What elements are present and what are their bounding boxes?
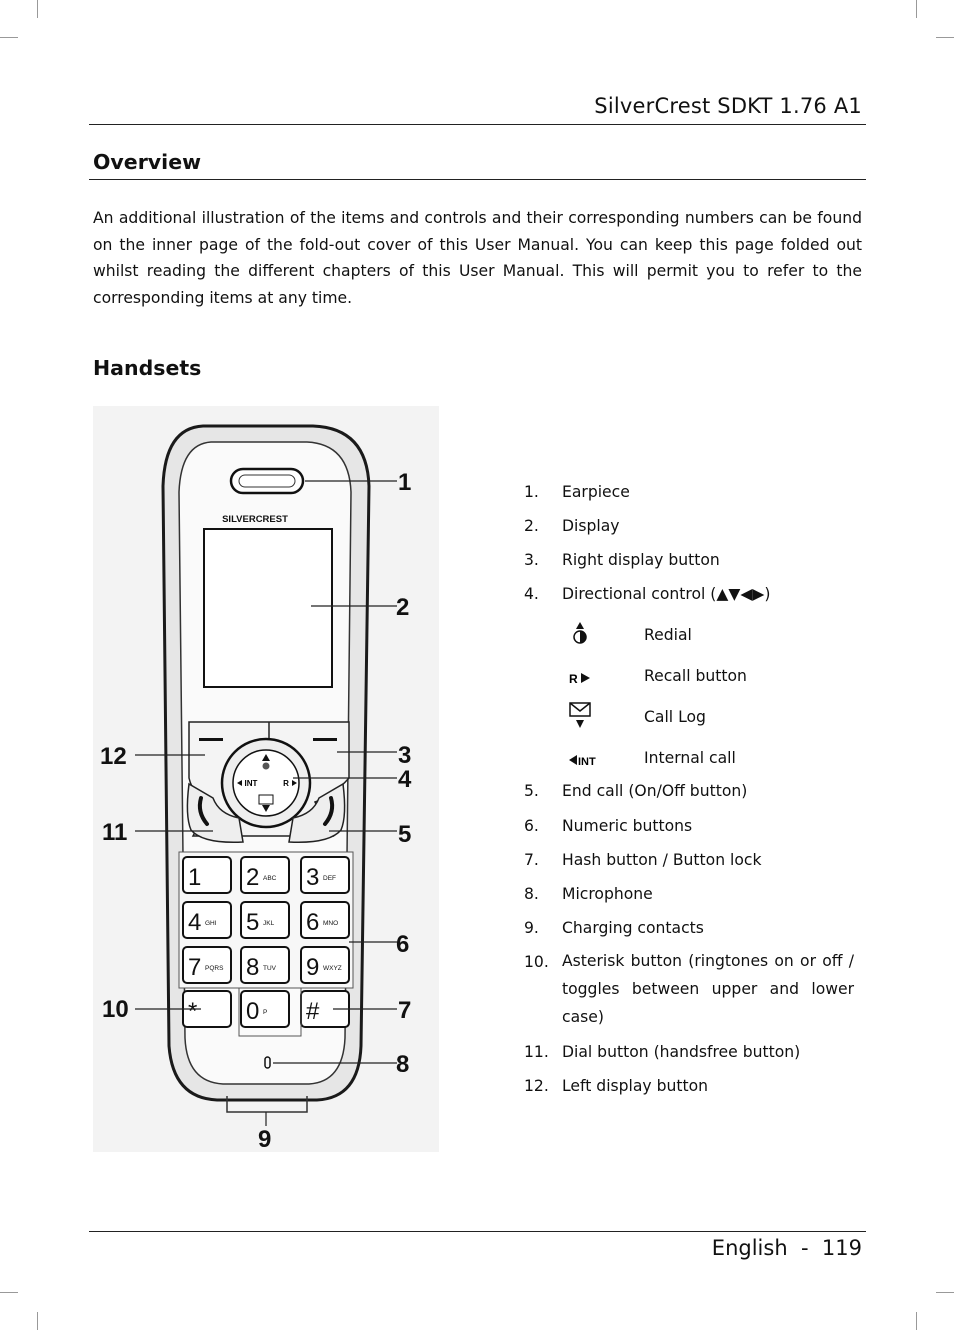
item-number: 2. — [524, 517, 539, 535]
key-letters: ABC — [263, 875, 277, 882]
key-digit: 3 — [306, 864, 320, 891]
item-text: Left display button — [562, 1077, 709, 1095]
recall-icon — [568, 661, 608, 691]
handsets-heading: Handsets — [93, 356, 202, 380]
internal-call-icon — [568, 743, 608, 773]
keypad-key — [183, 947, 231, 983]
callout-10: 10 — [102, 996, 129, 1023]
left-soft-key-mark — [199, 738, 223, 741]
crop-mark — [0, 1292, 18, 1293]
item-text: Directional control (▲▼◀▶) — [562, 585, 771, 603]
nav-int-label: INT — [244, 779, 258, 788]
sub-item-call-log — [568, 702, 854, 732]
item-number: 9. — [524, 919, 539, 937]
key-digit: * — [188, 998, 198, 1025]
redial-icon — [568, 620, 608, 650]
item-text: Numeric buttons — [562, 817, 693, 835]
crop-mark — [916, 1312, 917, 1330]
callout-1: 1 — [398, 469, 412, 496]
item-text: Hash button / Button lock — [562, 851, 762, 869]
call-log-icon — [568, 702, 608, 732]
item-number: 1. — [524, 483, 539, 501]
sub-item-label: Internal call — [644, 749, 736, 767]
item-text: Charging contacts — [562, 919, 704, 937]
callout-4: 4 — [398, 766, 412, 793]
sub-item-internal-call — [568, 743, 854, 773]
callout-11: 11 — [102, 819, 128, 846]
callout-12: 12 — [100, 743, 127, 770]
keypad-key — [241, 991, 289, 1027]
brand-logo: SILVERCREST — [222, 514, 288, 525]
earpiece — [231, 469, 303, 493]
item-text: Asterisk button (ringtones on or off / toggles between upper and lower case) — [562, 952, 854, 1026]
callout-8: 8 — [396, 1051, 410, 1078]
crop-mark — [37, 1312, 38, 1330]
crop-mark — [936, 37, 954, 38]
sub-item-label: Call Log — [644, 708, 706, 726]
callout-3: 3 — [398, 742, 412, 769]
item-number: 12. — [524, 1077, 549, 1095]
sub-item-label: Recall button — [644, 667, 747, 685]
handset-display — [204, 529, 332, 687]
item-number: 3. — [524, 551, 539, 569]
item-text: End call (On/Off button) — [562, 782, 748, 800]
key-digit: # — [306, 998, 320, 1025]
keypad-key — [241, 902, 289, 938]
key-letters: PQRS — [205, 965, 224, 972]
keypad-key — [301, 902, 349, 938]
key-digit: 5 — [246, 909, 260, 936]
key-letters: GHI — [205, 920, 217, 927]
overview-rule — [89, 179, 866, 180]
callout-6: 6 — [396, 931, 410, 958]
key-digit: 8 — [246, 954, 260, 981]
header-rule — [89, 124, 866, 125]
nav-recall-label: R — [283, 779, 289, 788]
key-digit: 4 — [188, 909, 202, 936]
keypad-key — [183, 857, 231, 893]
keypad-key — [301, 857, 349, 893]
keypad-key — [241, 857, 289, 893]
right-soft-key-mark — [313, 738, 337, 741]
keypad-key — [301, 947, 349, 983]
key-digit: 9 — [306, 954, 320, 981]
footer-rule — [89, 1231, 866, 1232]
handset-illustration — [93, 406, 439, 1152]
item-number: 10. — [524, 953, 549, 971]
item-number: 7. — [524, 851, 539, 869]
sub-item-label: Redial — [644, 626, 692, 644]
key-digit: 6 — [306, 909, 320, 936]
key-digit: 2 — [246, 864, 260, 891]
item-text: Microphone — [562, 885, 653, 903]
callout-2: 2 — [396, 594, 410, 621]
callout-9: 9 — [258, 1126, 272, 1152]
item-text: Display — [562, 517, 620, 535]
key-digit: 0 — [246, 998, 260, 1025]
crop-mark — [936, 1292, 954, 1293]
sub-item-recall — [568, 661, 854, 691]
crop-mark — [0, 37, 18, 38]
callout-7: 7 — [398, 997, 412, 1024]
keypad-key — [183, 902, 231, 938]
item-number: 4. — [524, 585, 539, 603]
item-text: Dial button (handsfree button) — [562, 1043, 801, 1061]
item-number: 6. — [524, 817, 539, 835]
item-number: 11. — [524, 1043, 549, 1061]
item-number: 5. — [524, 782, 539, 800]
page-header-title: SilverCrest SDKT 1.76 A1 — [594, 94, 862, 118]
key-digit: 7 — [188, 954, 202, 981]
key-letters: JKL — [263, 920, 275, 927]
svg-text:INT: INT — [578, 756, 596, 768]
key-letters: DEF — [323, 875, 336, 882]
key-letters: WXYZ — [323, 965, 342, 972]
key-letters: MNO — [323, 920, 339, 927]
svg-text:R: R — [569, 672, 578, 686]
crop-mark — [916, 0, 917, 18]
key-digit: 1 — [188, 864, 202, 891]
key-letters: TUV — [263, 965, 276, 972]
keypad-key — [241, 947, 289, 983]
item-text: Right display button — [562, 551, 720, 569]
sub-item-redial — [568, 620, 854, 650]
key-letters: P — [263, 1009, 268, 1016]
callout-5: 5 — [398, 821, 412, 848]
item-text: Earpiece — [562, 483, 630, 501]
crop-mark — [37, 0, 38, 18]
page-footer: English - 119 — [711, 1236, 862, 1260]
overview-heading: Overview — [93, 150, 202, 174]
item-number: 8. — [524, 885, 539, 903]
overview-paragraph: An additional illustration of the items and controls and their corresponding numbers can be found on the inner page of the fold-out cover of this User Manual. You can keep this page folded out whilst reading the different chapters of this User Manual. This will permit you to refer to the corresponding items at any time. — [93, 209, 862, 308]
